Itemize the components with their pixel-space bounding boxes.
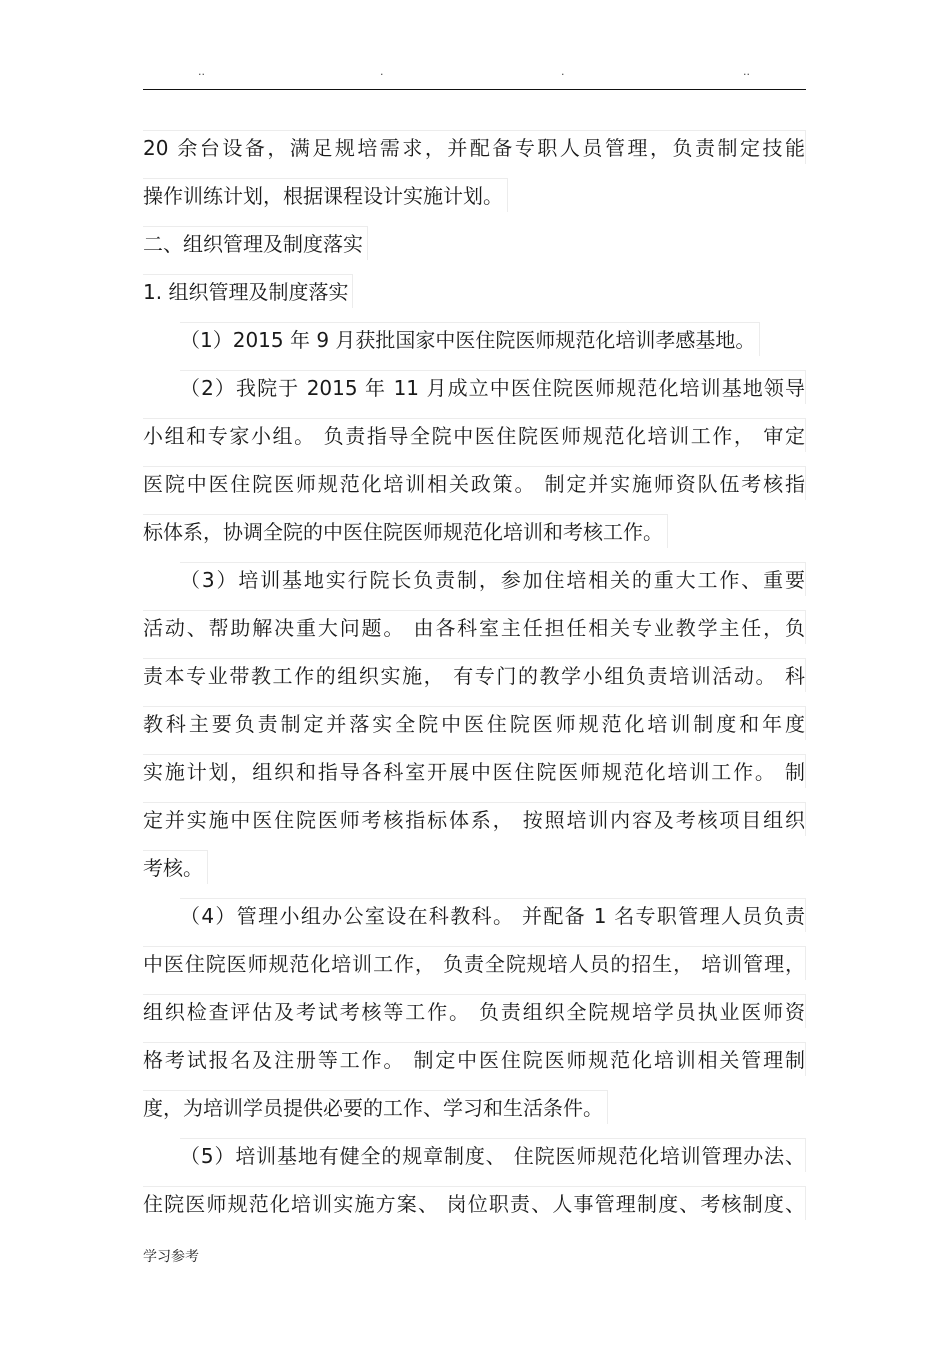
paragraph-line: 责本专业带教工作的组织实施， 有专门的教学小组负责培训活动。 科 [143,658,806,692]
paragraph-line: 实施计划，组织和指导各科室开展中医住院医师规范化培训工作。 制 [143,754,806,788]
header-mark: .. [743,65,750,78]
paragraph-line: 度，为培训学员提供必要的工作、学习和生活条件。 [143,1090,608,1124]
paragraph-line: 住院医师规范化培训实施方案、 岗位职责、人事管理制度、考核制度、 [143,1186,806,1220]
paragraph-line: 中医住院医师规范化培训工作， 负责全院规培人员的招生， 培训管理， [143,946,806,980]
paragraph-line: 小组和专家小组。 负责指导全院中医住院医师规范化培训工作， 审定 [143,418,806,452]
paragraph-line: （5）培训基地有健全的规章制度、 住院医师规范化培训管理办法、 [180,1138,806,1172]
paragraph-line: 格考试报名及注册等工作。 制定中医住院医师规范化培训相关管理制 [143,1042,806,1076]
paragraph-line: 20 余台设备，满足规培需求，并配备专职人员管理，负责制定技能 [143,130,806,164]
header-mark: . [561,65,565,78]
section-heading: 二、组织管理及制度落实 [143,226,368,260]
subsection-heading: 1. 组织管理及制度落实 [143,274,353,308]
paragraph-line: 操作训练计划，根据课程设计实施计划。 [143,178,508,212]
header-mark: .. [198,65,205,78]
paragraph-line: 考核。 [143,850,208,884]
paragraph-line: 医院中医住院医师规范化培训相关政策。 制定并实施师资队伍考核指 [143,466,806,500]
paragraph-line: （4）管理小组办公室设在科教科。 并配备 1 名专职管理人员负责 [180,898,806,932]
header-rule [143,89,806,90]
page-footer: 学习参考 [143,1249,199,1265]
paragraph-line: （2）我院于 2015 年 11 月成立中医住院医师规范化培训基地领导 [180,370,806,404]
paragraph-line: 标体系，协调全院的中医住院医师规范化培训和考核工作。 [143,514,668,548]
paragraph-line: 教科主要负责制定并落实全院中医住院医师规范化培训制度和年度 [143,706,806,740]
paragraph-line: 组织检查评估及考试考核等工作。 负责组织全院规培学员执业医师资 [143,994,806,1028]
header-mark: . [380,65,384,78]
paragraph-line: （1）2015 年 9 月获批国家中医住院医师规范化培训孝感基地。 [180,322,760,356]
paragraph-line: 定并实施中医住院医师考核指标体系， 按照培训内容及考核项目组织 [143,802,806,836]
paragraph-line: 活动、帮助解决重大问题。 由各科室主任担任相关专业教学主任，负 [143,610,806,644]
header-marks [0,62,950,82]
paragraph-line: （3）培训基地实行院长负责制，参加住培相关的重大工作、重要 [180,562,806,596]
